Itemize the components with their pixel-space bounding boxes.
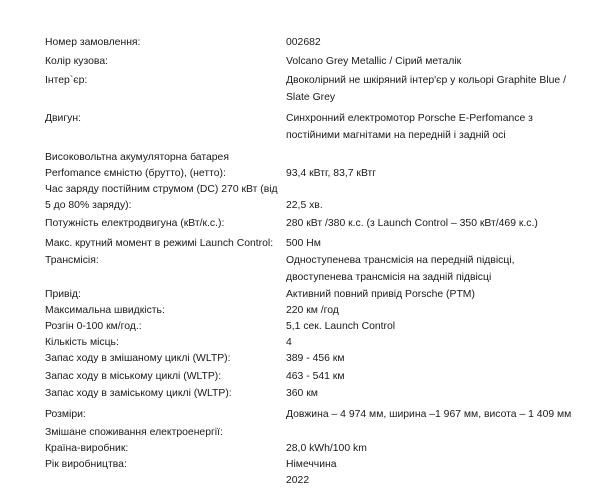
spec-value: 002682 (286, 37, 321, 48)
spec-label: Змішане споживання електроенергії: (45, 427, 223, 438)
spec-label: Макс. крутний момент в режимі Launch Control: (45, 238, 274, 249)
spec-value: 22,5 хв. (286, 200, 323, 211)
spec-value: 5,1 сек. Launch Control (286, 321, 396, 332)
spec-label: Колір кузова: (45, 56, 108, 67)
spec-value: 28,0 kWh/100 km (286, 443, 367, 454)
spec-value: Двоколірний не шкіряний інтер'єр у кольорі Graphite Blue / Slate Grey (286, 75, 566, 103)
spec-value: 389 - 456 км (286, 353, 345, 364)
spec-value: 4 (286, 337, 292, 348)
spec-value: Довжина – 4 974 мм, ширина –1 967 мм, висота – 1 409 мм (286, 409, 572, 420)
spec-label: Потужність електродвигуна (кВт/к.с.): (45, 218, 225, 229)
spec-label: Запас ходу в міському циклі (WLTP): (45, 371, 222, 382)
spec-label: Запас ходу в заміському циклі (WLTP): (45, 388, 232, 399)
spec-label: Інтер`єр: (45, 75, 88, 86)
spec-label: Кількість місць: (45, 337, 119, 348)
spec-value: Активний повний привід Porsche (PTM) (286, 289, 475, 300)
spec-label: Максимальна швидкість: (45, 305, 165, 316)
spec-label: 5 до 80% заряду): (45, 200, 132, 211)
spec-value: 93,4 кВтг, 83,7 кВтг (286, 168, 377, 179)
spec-value: Одноступенева трансмісія на передній підвісці, двоступенева трансмісія на задній підвісці (286, 255, 515, 283)
spec-label: Трансмісія: (45, 255, 99, 266)
spec-value: Німеччина (286, 459, 337, 470)
spec-label: Розміри: (45, 409, 86, 420)
spec-value: 360 км (286, 388, 318, 399)
spec-label: Запас ходу в змішаному циклі (WLTP): (45, 353, 231, 364)
spec-value: 500 Нм (286, 238, 321, 249)
spec-value: Синхронний електромотор Porsche E-Perfomance з постійними магнітами на передній і задній осі (286, 113, 533, 141)
spec-label-battery-line1: Високовольтна акумуляторна батарея (45, 152, 229, 163)
spec-label: Номер замовлення: (45, 37, 141, 48)
spec-value: 220 км /год (286, 305, 339, 316)
spec-label: Двигун: (45, 113, 81, 124)
spec-label: Розгін 0-100 км/год.: (45, 321, 142, 332)
spec-label: Привід: (45, 289, 81, 300)
spec-label: Країна-виробник: (45, 443, 129, 454)
spec-value: 2022 (286, 475, 310, 486)
spec-label: Perfomance ємністю (брутто), (нетто): (45, 168, 226, 179)
spec-label: Рік виробництва: (45, 459, 127, 470)
spec-label-dc-charge-line1: Час заряду постійним струмом (DC) 270 кВт (від (45, 184, 278, 195)
spec-value: 280 кВт /380 к.с. (з Launch Control – 350 кВт/469 к.с.) (286, 218, 538, 229)
spec-value: 463 - 541 км (286, 371, 345, 382)
spec-value: Volcano Grey Metallic / Сірий металік (286, 56, 462, 67)
